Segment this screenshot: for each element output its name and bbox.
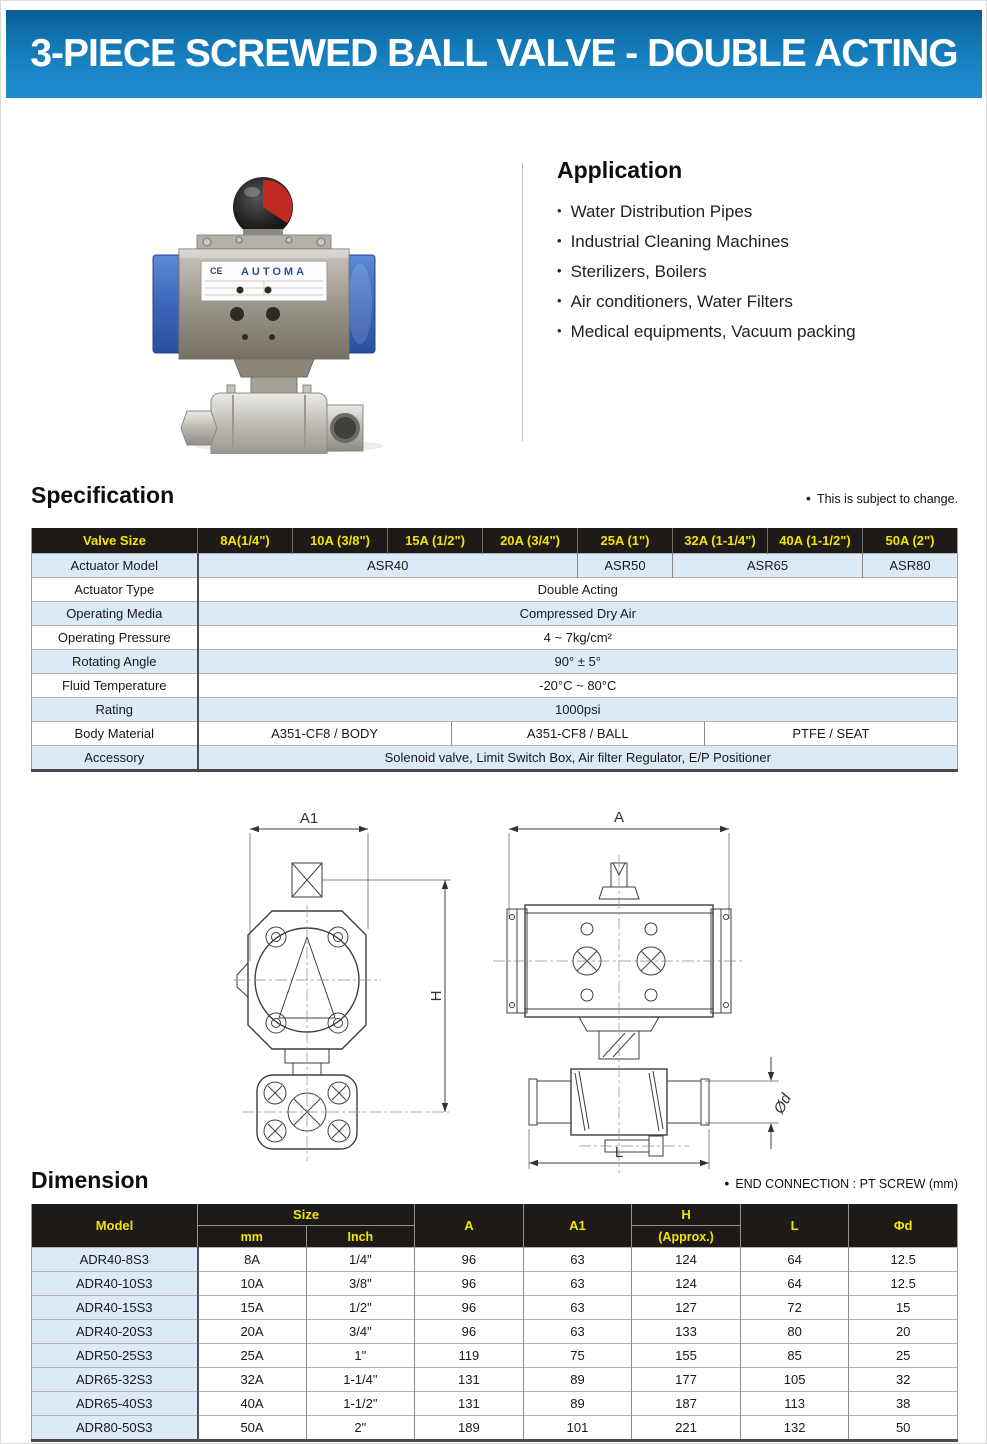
dim-cell: 96 xyxy=(415,1296,524,1320)
dim-cell: 119 xyxy=(415,1344,524,1368)
top-plate xyxy=(197,235,331,249)
dome-highlight xyxy=(244,187,260,197)
table-row xyxy=(32,554,958,578)
dim-cell: 2" xyxy=(306,1416,415,1441)
dim-cell: 177 xyxy=(632,1368,741,1392)
dim-cell: 132 xyxy=(740,1416,849,1441)
model-cell: ADR65-40S3 xyxy=(32,1392,198,1416)
application-section xyxy=(557,157,957,347)
spec-cell: -20°C ~ 80°C xyxy=(198,674,958,698)
application-item-label: Air conditioners, Water Filters xyxy=(570,292,793,311)
bullet-icon: • xyxy=(806,490,811,506)
dim-cell: 25 xyxy=(849,1344,958,1368)
spec-cell: 4 ~ 7kg/cm² xyxy=(198,626,958,650)
table-row xyxy=(32,1392,958,1416)
dim-cell: 38 xyxy=(849,1392,958,1416)
header-cell: 40A (1-1/2") xyxy=(768,528,863,554)
dim-cell: 96 xyxy=(415,1272,524,1296)
bullet-icon: • xyxy=(557,293,562,308)
dimension-note-text: END CONNECTION : PT SCREW (mm) xyxy=(735,1177,958,1191)
dim-cell: 1/2" xyxy=(306,1296,415,1320)
ce-mark: CE xyxy=(210,266,223,276)
air-port xyxy=(266,307,280,321)
table-row xyxy=(32,650,958,674)
table-row xyxy=(32,1344,958,1368)
table-header-row xyxy=(32,1204,958,1226)
model-cell: ADR40-10S3 xyxy=(32,1272,198,1296)
dim-cell: 12.5 xyxy=(849,1272,958,1296)
header-cell-inch: Inch xyxy=(306,1226,415,1248)
dim-cell: 89 xyxy=(523,1392,632,1416)
header-cell: 15A (1/2") xyxy=(388,528,483,554)
air-port xyxy=(242,334,248,340)
table-row xyxy=(32,1296,958,1320)
dim-cell: 15 xyxy=(849,1296,958,1320)
application-item xyxy=(557,257,957,287)
dimension-table xyxy=(31,1204,958,1442)
spec-cell: Solenoid valve, Limit Switch Box, Air filter Regulator, E/P Positioner xyxy=(198,746,958,771)
application-item-label: Water Distribution Pipes xyxy=(570,202,753,221)
application-item xyxy=(557,197,957,227)
air-port xyxy=(265,287,272,294)
spec-cell: ASR65 xyxy=(673,554,863,578)
model-cell: ADR65-32S3 xyxy=(32,1368,198,1392)
valve-port-left xyxy=(181,411,217,445)
table-row xyxy=(32,1248,958,1272)
spec-cell: PTFE / SEAT xyxy=(792,726,870,741)
page-title-banner xyxy=(6,10,982,98)
dim-cell: 131 xyxy=(415,1368,524,1392)
table-header-row xyxy=(32,528,958,554)
spec-cell: ASR50 xyxy=(578,554,673,578)
product-photo xyxy=(139,149,464,454)
header-cell: 25A (1") xyxy=(578,528,673,554)
dim-cell: 1" xyxy=(306,1344,415,1368)
spec-cell: ASR40 xyxy=(198,554,578,578)
dim-cell: 187 xyxy=(632,1392,741,1416)
cap-face xyxy=(348,264,372,344)
model-cell: ADR50-25S3 xyxy=(32,1344,198,1368)
dim-cell: 105 xyxy=(740,1368,849,1392)
bullet-icon: • xyxy=(557,323,562,338)
spec-cell: Compressed Dry Air xyxy=(198,602,958,626)
dim-cell: 189 xyxy=(415,1416,524,1441)
dim-cell: 8A xyxy=(198,1248,307,1272)
specification-heading: Specification xyxy=(31,482,175,508)
dim-cell: 96 xyxy=(415,1248,524,1272)
technical-drawing-front-view xyxy=(479,807,809,1179)
dim-label-h: H xyxy=(428,990,445,1002)
model-cell: ADR40-20S3 xyxy=(32,1320,198,1344)
table-row xyxy=(32,1416,958,1441)
spec-row-label: Actuator Type xyxy=(32,578,198,602)
table-row xyxy=(32,698,958,722)
dim-cell: 32A xyxy=(198,1368,307,1392)
table-row xyxy=(32,1320,958,1344)
application-item-label: Medical equipments, Vacuum packing xyxy=(570,322,856,341)
dim-cell: 50A xyxy=(198,1416,307,1441)
screw xyxy=(203,238,211,246)
specification-note-text: This is subject to change. xyxy=(816,492,958,506)
table-row xyxy=(32,602,958,626)
dim-cell: 127 xyxy=(632,1296,741,1320)
header-cell-h: H xyxy=(632,1204,741,1226)
header-cell-a: A xyxy=(415,1204,524,1248)
header-cell-a1: A1 xyxy=(523,1204,632,1248)
bullet-icon: • xyxy=(557,263,562,278)
spec-cell: A351-CF8 / BODY xyxy=(271,726,379,741)
dim-cell: 3/4" xyxy=(306,1320,415,1344)
dim-cell: 101 xyxy=(523,1416,632,1441)
dim-cell: 85 xyxy=(740,1344,849,1368)
screw xyxy=(236,237,242,243)
table-row xyxy=(32,674,958,698)
header-cell: 32A (1-1/4") xyxy=(673,528,768,554)
model-cell: ADR40-15S3 xyxy=(32,1296,198,1320)
bullet-icon: • xyxy=(557,233,562,248)
table-row xyxy=(32,1368,958,1392)
dim-cell: 1-1/4" xyxy=(306,1368,415,1392)
dim-cell: 1/4" xyxy=(306,1248,415,1272)
spec-cell: A351-CF8 / BALL xyxy=(451,722,705,745)
header-cell: 20A (3/4") xyxy=(483,528,578,554)
application-item xyxy=(557,287,957,317)
dim-cell: 63 xyxy=(523,1272,632,1296)
dim-cell: 133 xyxy=(632,1320,741,1344)
header-cell: 10A (3/8") xyxy=(293,528,388,554)
dim-cell: 113 xyxy=(740,1392,849,1416)
table-row xyxy=(32,722,958,746)
application-item-label: Industrial Cleaning Machines xyxy=(570,232,789,251)
coupler xyxy=(251,377,297,393)
air-port xyxy=(269,334,275,340)
dim-cell: 131 xyxy=(415,1392,524,1416)
table-row xyxy=(32,626,958,650)
screw xyxy=(317,238,325,246)
body-highlight xyxy=(179,249,349,258)
spec-row-label: Rating xyxy=(32,698,198,722)
header-cell-l: L xyxy=(740,1204,849,1248)
dimension-header xyxy=(31,1167,958,1194)
screw xyxy=(286,237,292,243)
table-row xyxy=(32,746,958,771)
dim-cell: 124 xyxy=(632,1272,741,1296)
mounting-bracket xyxy=(234,359,314,377)
header-cell-mm: mm xyxy=(198,1226,307,1248)
dim-cell: 96 xyxy=(415,1320,524,1344)
dim-cell: 3/8" xyxy=(306,1272,415,1296)
dim-label-a: A xyxy=(613,809,625,826)
dim-cell: 89 xyxy=(523,1368,632,1392)
header-cell: Valve Size xyxy=(32,528,198,554)
application-heading: Application xyxy=(557,157,683,183)
table-row xyxy=(32,578,958,602)
dim-cell: 124 xyxy=(632,1248,741,1272)
vertical-divider xyxy=(522,163,523,441)
specification-table xyxy=(31,528,958,772)
dim-cell: 25A xyxy=(198,1344,307,1368)
spec-row-label: Accessory xyxy=(32,746,198,771)
header-cell-model: Model xyxy=(32,1204,198,1248)
valve-body xyxy=(211,393,327,454)
dim-cell: 221 xyxy=(632,1416,741,1441)
header-cell-h-sub: (Approx.) xyxy=(632,1226,741,1248)
spec-row-label: Operating Pressure xyxy=(32,626,198,650)
bullet-icon: • xyxy=(724,1175,730,1191)
header-cell-d: Φd xyxy=(849,1204,958,1248)
dim-label-a1: A1 xyxy=(299,811,319,827)
spec-cell: 1000psi xyxy=(198,698,958,722)
technical-drawing-side-view xyxy=(193,811,498,1163)
spec-row-label: Rotating Angle xyxy=(32,650,198,674)
air-port xyxy=(237,287,244,294)
application-item xyxy=(557,227,957,257)
dim-cell: 20 xyxy=(849,1320,958,1344)
dim-label-d: Ød xyxy=(770,1090,795,1117)
dim-cell: 20A xyxy=(198,1320,307,1344)
specification-note xyxy=(806,490,958,509)
dim-cell: 63 xyxy=(523,1248,632,1272)
bullet-icon: • xyxy=(557,203,562,218)
dim-cell: 64 xyxy=(740,1248,849,1272)
dim-cell: 32 xyxy=(849,1368,958,1392)
header-cell: 50A (2") xyxy=(863,528,958,554)
dimension-heading: Dimension xyxy=(31,1167,149,1193)
dim-cell: 10A xyxy=(198,1272,307,1296)
dim-cell: 80 xyxy=(740,1320,849,1344)
table-row xyxy=(32,1272,958,1296)
port-bore-inner xyxy=(334,417,356,439)
brand-label: AUTOMA xyxy=(240,266,308,278)
page-title: 3-PIECE SCREWED BALL VALVE - DOUBLE ACTING xyxy=(30,32,958,75)
air-port xyxy=(230,307,244,321)
dim-cell: 40A xyxy=(198,1392,307,1416)
dim-cell: 12.5 xyxy=(849,1248,958,1272)
spec-cell: ASR80 xyxy=(863,554,958,578)
dim-cell: 75 xyxy=(523,1344,632,1368)
application-item xyxy=(557,317,957,347)
dim-cell: 155 xyxy=(632,1344,741,1368)
dim-cell: 64 xyxy=(740,1272,849,1296)
spec-cell: 90° ± 5° xyxy=(198,650,958,674)
spec-cell: Double Acting xyxy=(198,578,958,602)
dim-cell: 15A xyxy=(198,1296,307,1320)
model-cell: ADR40-8S3 xyxy=(32,1248,198,1272)
spec-row-label: Body Material xyxy=(32,722,198,746)
model-cell: ADR80-50S3 xyxy=(32,1416,198,1441)
dim-cell: 50 xyxy=(849,1416,958,1441)
spec-row-label: Actuator Model xyxy=(32,554,198,578)
dimension-note xyxy=(724,1175,958,1194)
dim-cell: 72 xyxy=(740,1296,849,1320)
header-cell: 8A(1/4") xyxy=(198,528,293,554)
dim-label-l: L xyxy=(614,1144,624,1161)
dim-cell: 1-1/2" xyxy=(306,1392,415,1416)
dim-cell: 63 xyxy=(523,1296,632,1320)
spec-cell-group xyxy=(198,722,958,746)
header-cell-size: Size xyxy=(198,1204,415,1226)
spec-row-label: Operating Media xyxy=(32,602,198,626)
dim-cell: 63 xyxy=(523,1320,632,1344)
spec-row-label: Fluid Temperature xyxy=(32,674,198,698)
specification-header xyxy=(31,482,958,509)
application-item-label: Sterilizers, Boilers xyxy=(570,262,707,281)
